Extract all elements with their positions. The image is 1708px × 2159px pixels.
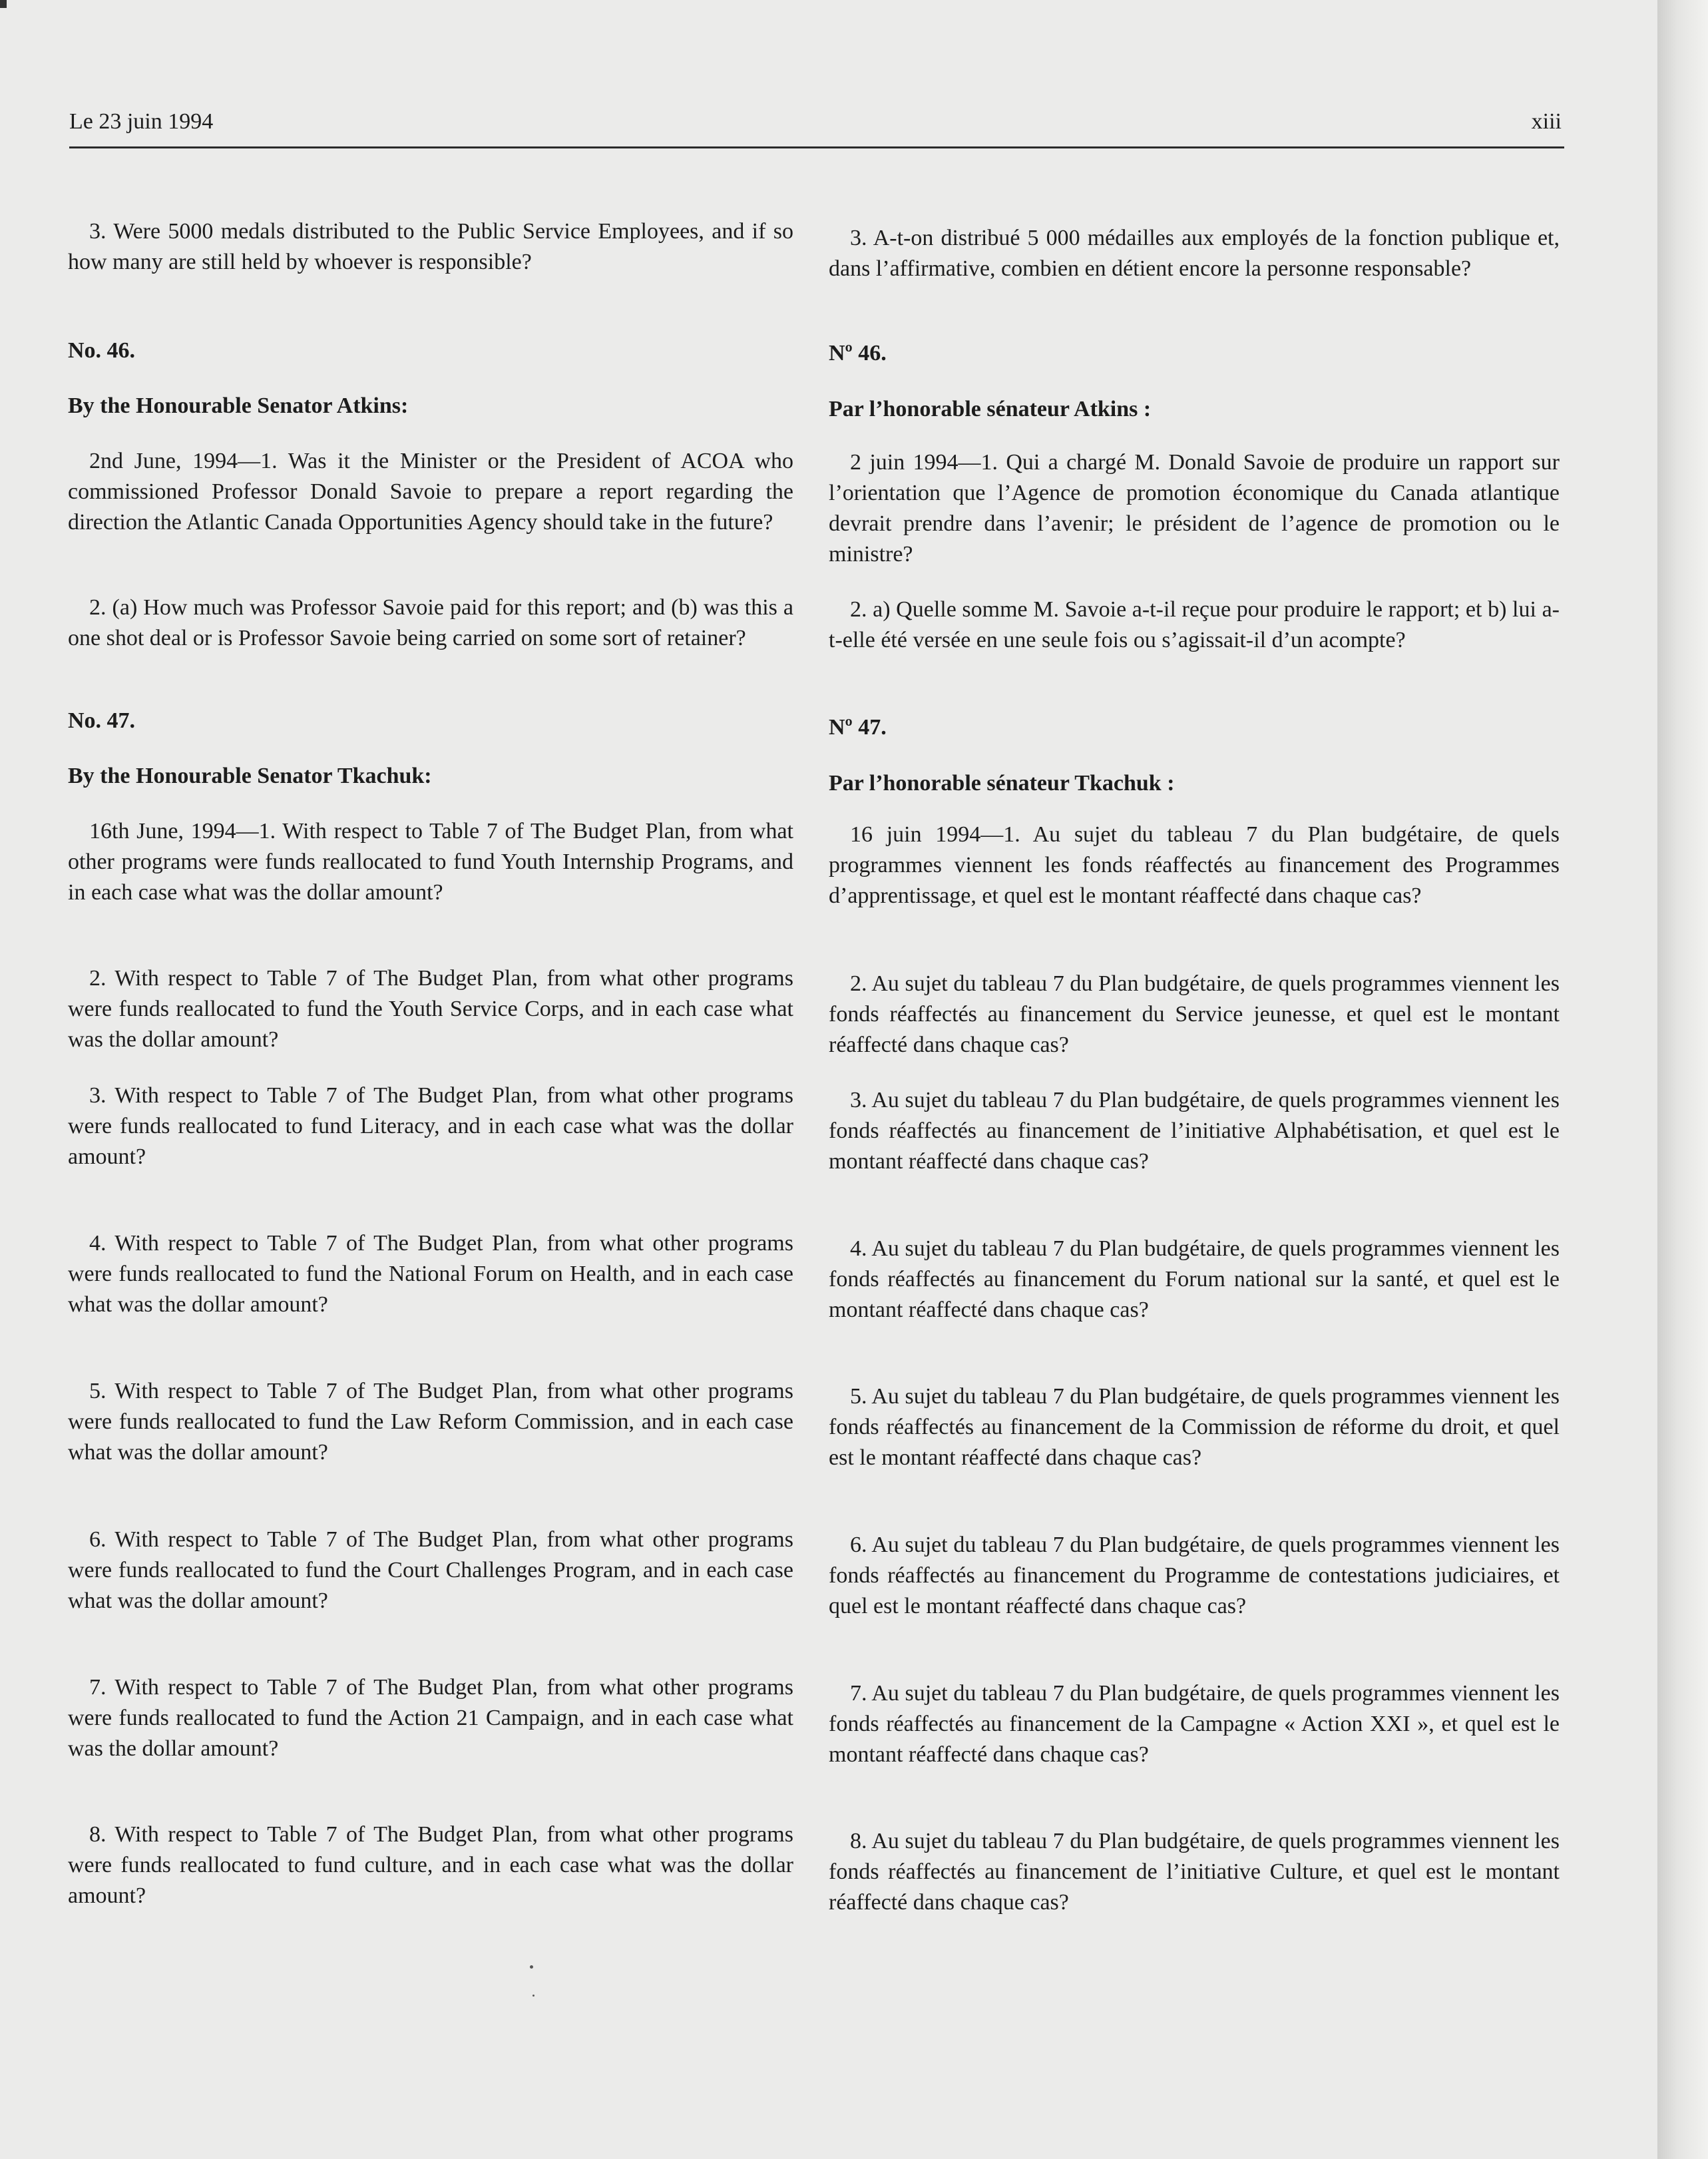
en-question-47-part-4: 4. With respect to Table 7 of The Budget Plan, from what other programs were funds reallocated to fund the National Forum on Health, and in each case what was the dollar amount? [68,1231,793,1317]
fr-question-47-part-8: 8. Au sujet du tableau 7 du Plan budgétaire, de quels programmes viennent les fonds réaffectés au financement de l’initiative Culture, et quel est le montant réaffecté dans chaque cas? [829,1829,1560,1915]
en-question-47-part-5: 5. With respect to Table 7 of The Budget Plan, from what other programs were funds reallocated to fund the Law Reform Commission, and in each case what was the dollar amount? [68,1379,793,1465]
scan-page-edge [1657,0,1708,2159]
fr-question-3-medals: 3. A-t-on distribué 5 000 médailles aux employés de la fonction publique et, dans l’affirmative, combien en détient encore la personne responsable? [829,226,1560,281]
header-page-number: xiii [1531,109,1562,134]
fr-question-46-part-1: 2 juin 1994—1. Qui a chargé M. Donald Savoie de produire un rapport sur l’orientation que l’Agence de promotion économique du Canada atlantique devrait prendre dans l’avenir; le président de l’agence de promotion ou le ministre? [829,450,1560,567]
en-question-47-part-3: 3. With respect to Table 7 of The Budget Plan, from what other programs were funds reallocated to fund Literacy, and in each case what was the dollar amount? [68,1083,793,1169]
en-question-47-part-1: 16th June, 1994—1. With respect to Table 7 of The Budget Plan, from what other programs were funds reallocated to fund Youth Internship Programs, and in each case what was the dollar amount? [68,819,793,905]
en-question-46-part-2: 2. (a) How much was Professor Savoie paid for this report; and (b) was this a one shot deal or is Professor Savoie being carried on some sort of retainer? [68,595,793,650]
en-question-47-part-7: 7. With respect to Table 7 of The Budget Plan, from what other programs were funds reallocated to fund the Action 21 Campaign, and in each case what was the dollar amount? [68,1675,793,1761]
fr-question-47-part-7: 7. Au sujet du tableau 7 du Plan budgétaire, de quels programmes viennent les fonds réaffectés au financement de la Campagne « Action XXI », et quel est le montant réaffecté dans chaque cas? [829,1681,1560,1767]
en-question-3-medals: 3. Were 5000 medals distributed to the Public Service Employees, and if so how many are still held by whoever is responsible? [68,219,793,274]
en-asker-46: By the Honourable Senator Atkins: [68,393,409,418]
fr-question-47-part-3: 3. Au sujet du tableau 7 du Plan budgétaire, de quels programmes viennent les fonds réaffectés au financement de l’initiative Alphabétisation, et quel est le montant réaffecté dans chaque cas? [829,1088,1560,1174]
en-question-46-part-1: 2nd June, 1994—1. Was it the Minister or the President of ACOA who commissioned Professor Donald Savoie to prepare a report regarding the direction the Atlantic Canada Opportunities Agency should take in the future? [68,449,793,535]
fr-asker-47: Par l’honorable sénateur Tkachuk : [829,771,1175,796]
fr-question-number-47: Nº 47. [829,715,887,740]
fr-question-47-part-2: 2. Au sujet du tableau 7 du Plan budgétaire, de quels programmes viennent les fonds réaffectés au financement du Service jeunesse, et quel est le montant réaffecté dans chaque cas? [829,971,1560,1057]
fr-question-47-part-5: 5. Au sujet du tableau 7 du Plan budgétaire, de quels programmes viennent les fonds réaffectés au financement de la Commission de réforme du droit, et quel est le montant réaffecté dans chaque cas? [829,1384,1560,1470]
header-date: Le 23 juin 1994 [69,109,214,134]
page-header [69,107,1564,148]
fr-question-46-part-2: 2. a) Quelle somme M. Savoie a-t-il reçue pour produire le rapport; et b) lui a-t-elle été versée en une seule fois ou s’agissait-il d’un acompte? [829,597,1560,652]
fr-question-47-part-6: 6. Au sujet du tableau 7 du Plan budgétaire, de quels programmes viennent les fonds réaffectés au financement du Programme de contestations judiciaires, et quel est le montant réaffecté dans chaque cas? [829,1533,1560,1618]
en-question-47-part-6: 6. With respect to Table 7 of The Budget Plan, from what other programs were funds reallocated to fund the Court Challenges Program, and in each case what was the dollar amount? [68,1527,793,1613]
en-asker-47: By the Honourable Senator Tkachuk: [68,764,432,788]
en-question-number-47: No. 47. [68,708,136,733]
scan-speck [530,1965,533,1969]
scan-corner-mark [0,0,7,8]
fr-question-47-part-4: 4. Au sujet du tableau 7 du Plan budgétaire, de quels programmes viennent les fonds réaffectés au financement du Forum national sur la santé, et quel est le montant réaffecté dans chaque cas? [829,1236,1560,1322]
fr-question-47-part-1: 16 juin 1994—1. Au sujet du tableau 7 du Plan budgétaire, de quels programmes viennent les fonds réaffectés au financement des Programmes d’apprentissage, et quel est le montant réaffecté dans chaque cas? [829,822,1560,908]
en-question-number-46: No. 46. [68,338,136,363]
en-question-47-part-8: 8. With respect to Table 7 of The Budget Plan, from what other programs were funds reallocated to fund culture, and in each case what was the dollar amount? [68,1822,793,1908]
fr-asker-46: Par l’honorable sénateur Atkins : [829,397,1152,421]
scan-speck [533,1995,534,1997]
fr-question-number-46: Nº 46. [829,341,887,365]
en-question-47-part-2: 2. With respect to Table 7 of The Budget Plan, from what other programs were funds reallocated to fund the Youth Service Corps, and in each case what was the dollar amount? [68,966,793,1052]
